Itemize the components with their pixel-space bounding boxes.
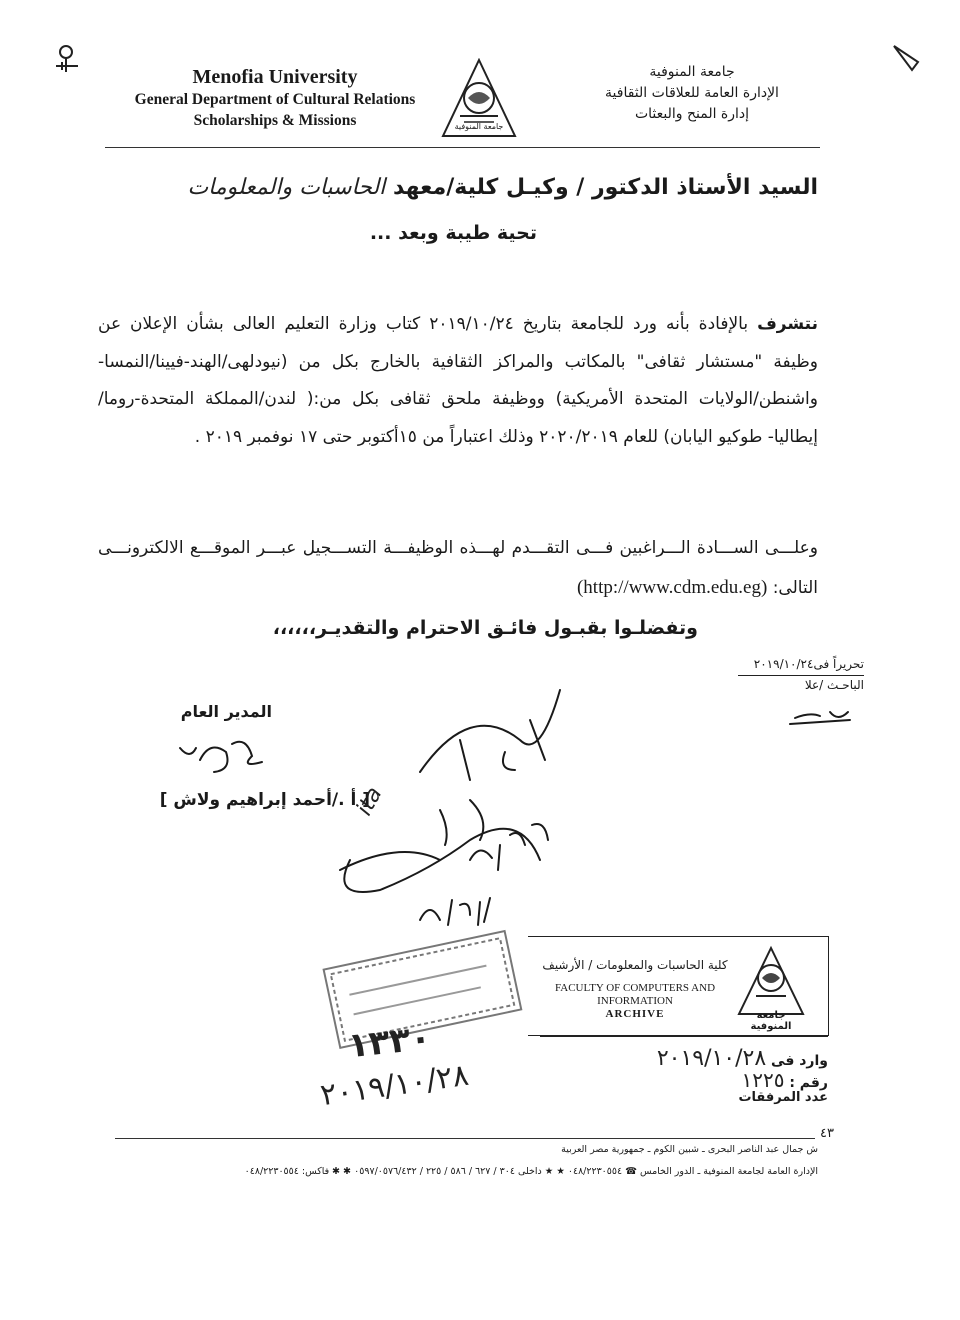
department-name-ar: الإدارة العامة للعلاقات الثقافية <box>605 85 779 101</box>
page-number: ٤٣ <box>820 1126 834 1141</box>
stamp-attachments-label: عدد المرفقات <box>738 1090 828 1105</box>
stamp-faculty-en <box>540 982 730 1021</box>
stamp-received-date: ٢٠١٩/١٠/٢٨ <box>656 1046 767 1071</box>
handwritten-date-right <box>470 824 548 870</box>
handwritten-date-mid <box>420 898 490 925</box>
stamp-received-label: وارد فى <box>771 1053 828 1069</box>
stamp-number-value: ١٢٢٥ <box>741 1068 785 1092</box>
footer-rule <box>115 1138 815 1139</box>
salutation-printed: السيد الأستاذ الدكتور / وكيـل كلية/معهد <box>392 175 818 200</box>
unit-name-en: Scholarships & Missions <box>193 112 357 129</box>
stamp-en-line2: INFORMATION <box>597 995 673 1007</box>
stamp-en-line1: FACULTY OF COMPUTERS AND <box>554 982 716 994</box>
stamp-number-label: رقم : <box>789 1075 828 1091</box>
logo-caption: جامعة المنوفية <box>454 122 504 131</box>
stamp-divider <box>540 1036 828 1037</box>
dean-signature-top <box>420 690 560 780</box>
salutation-handwritten: الحاسبات والمعلومات <box>187 175 386 200</box>
stamp-logo-caption: جامعة المنوفية <box>750 1010 792 1032</box>
handwritten-date-bottom: ٢٠١٩/١٠/٢٨ <box>318 1057 471 1114</box>
greeting: تحية طيبة وبعد ... <box>369 222 537 244</box>
stamp-faculty-ar: كلية الحاسبات والمعلومات / الأرشيف <box>542 958 728 972</box>
para2-body: وعلـــى الســـادة الـــراغبين فـــى التقـــدم لهـــذه الوظيفـــة التســـجيل عبـــر الموقـــع الالكترونـــى التالى: <box>98 538 818 598</box>
director-signature <box>180 742 262 772</box>
closing-line: وتفضلـوا بقبـول فائـق الاحترام والتقديـر،،،،،، <box>272 617 698 639</box>
para1-body: بالإفادة بأنه ورد للجامعة بتاريخ ٢٠١٩/١٠/٢٤ كتاب وزارة التعليم العالى بشأن الإعلان عن وظيفة "مستشار ثقافى" بالمكاتب والمراكز الثقافية بالخارج بكل من (نيودلهى/الهند-فيينا/النمسا- واشنطن/الولايات المتحدة الأمريكية) ووظيفة ملحق ثقافى بكل من:( لندن/المملكة المتحدة-روما/إيطاليا- طوكيو اليابان) للعام ٢٠٢٠/٢٠١٩ وذلك اعتباراً من ١٥أكتوبر حتى ١٧ نوفمبر ٢٠١٩ . <box>98 314 818 447</box>
footer-contact: الإدارة العامة لجامعة المنوفية ـ الدور الخامس ☎ ٠٤٨/٢٢٣٠٥٥٤ ★ ★ داخلى ٣٠٤ / ٦٢٧ / ٥٨٦ / ٢٢٥ / ٠٥٩٧/٠٥٧٦/٤٣٢ ✱ ✱ فاكس: ٠٤٨/٢٢٣٠٥٥٤ <box>244 1166 818 1177</box>
initial-mark <box>790 712 850 724</box>
footer-address: ش جمال عبد الناصر البحرى ـ شبين الكوم ـ جمهورية مصر العربية <box>561 1144 818 1155</box>
para1-lead: نتشرف <box>757 314 819 334</box>
director-title: المدير العام <box>180 702 272 721</box>
website-link[interactable]: (http://www.cdm.edu.eg) <box>576 577 768 598</box>
university-name-en: Menofia University <box>192 66 358 88</box>
unit-name-ar: إدارة المنح والبعثات <box>634 106 750 122</box>
stamp-number-row <box>741 1068 828 1092</box>
handwritten-code: ١٣٣٠ <box>346 1017 433 1067</box>
researcher: الباحـث /علا <box>804 678 864 692</box>
director-name: [ أ ./أحمد إبراهيم ولاش ] <box>159 790 370 810</box>
handwritten-word: ita <box>352 783 388 820</box>
written-on: تحريراً فى٢٠١٩/١٠/٢٤ <box>753 657 864 671</box>
stamp-en-line3: ARCHIVE <box>605 1008 665 1020</box>
department-name-en: General Department of Cultural Relations <box>134 91 416 108</box>
stamp-logo <box>736 944 806 1032</box>
university-name-ar: جامعة المنوفية <box>649 64 735 80</box>
